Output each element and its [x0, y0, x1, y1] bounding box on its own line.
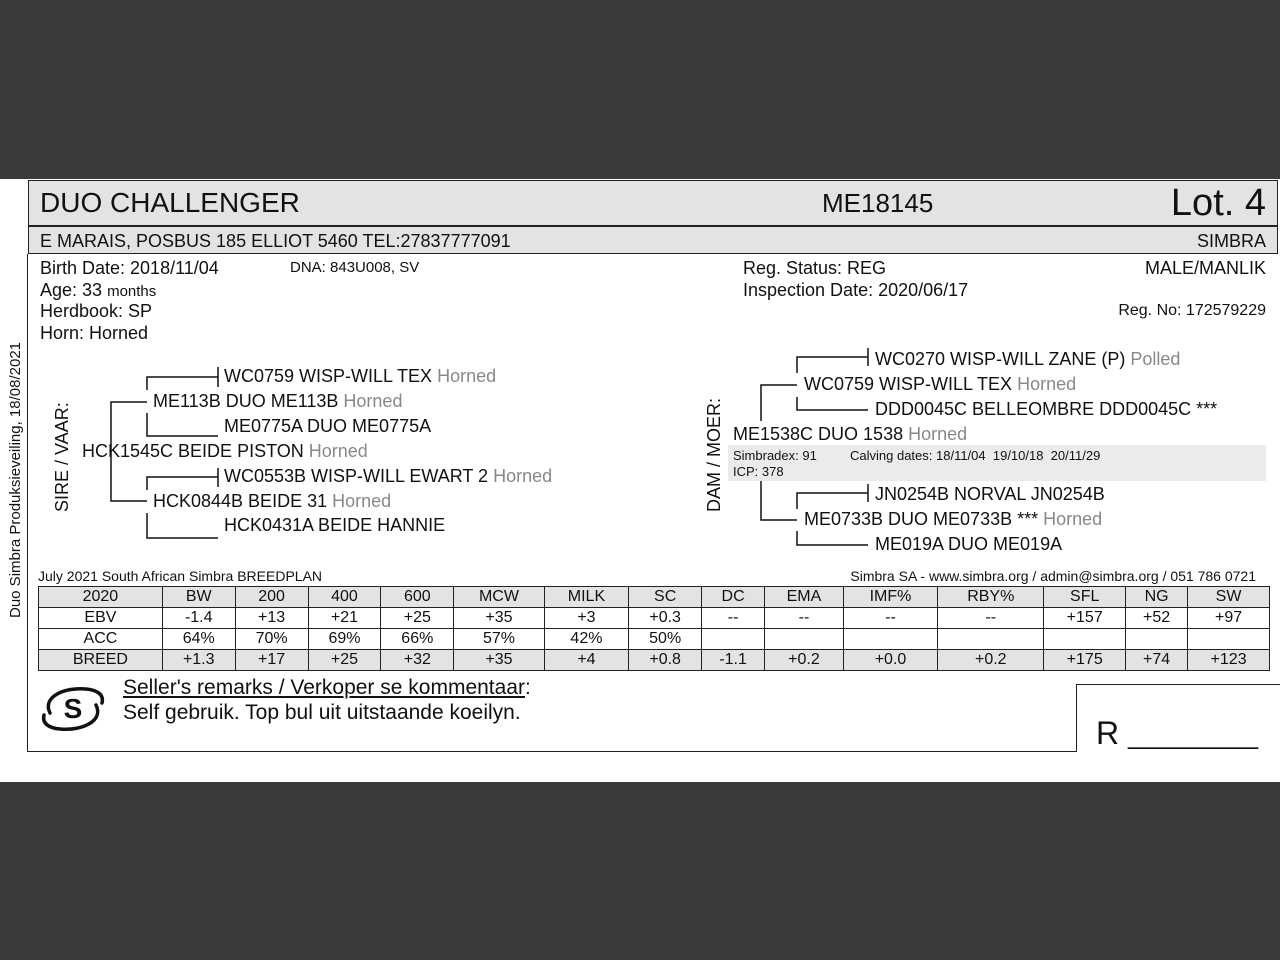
ebv-cell: +4: [544, 650, 629, 671]
ebv-header-cell: BW: [162, 587, 235, 608]
reg-number: Reg. No: 172579229: [1118, 302, 1266, 319]
horn-tag: Horned: [1017, 374, 1077, 394]
ebv-cell: +1.3: [162, 650, 235, 671]
pedigree-name: HCK0431A BEIDE HANNIE: [224, 515, 446, 535]
ebv-cell: +0.2: [938, 650, 1044, 671]
ebv-header-cell: 600: [381, 587, 454, 608]
ebv-cell: +0.3: [629, 608, 702, 629]
remarks-text: Self gebruik. Top bul uit uitstaande koeilyn.: [123, 701, 521, 724]
ebv-cell: 57%: [454, 629, 544, 650]
side-caption: Duo Simbra Produksieveiling, 18/08/2021: [7, 342, 24, 618]
ebv-header-cell: DC: [702, 587, 765, 608]
herdbook: Herdbook: SP: [40, 301, 153, 321]
breedplan-caption: July 2021 South African Simbra BREEDPLAN: [38, 568, 323, 584]
ebv-cell: +123: [1188, 650, 1270, 671]
ebv-cell: 66%: [381, 629, 454, 650]
ebv-cell: +35: [454, 608, 544, 629]
ebv-header-cell: 2020: [39, 587, 163, 608]
ebv-row-label: EBV: [39, 608, 163, 629]
ebv-header-cell: 400: [308, 587, 381, 608]
logo-letter: S: [63, 693, 83, 724]
animal-name: DUO CHALLENGER: [40, 187, 300, 218]
dam-dam-sire: [875, 484, 1105, 505]
horn-tag: Horned: [332, 491, 392, 511]
ebv-cell: +97: [1188, 608, 1270, 629]
ebv-cell: +74: [1126, 650, 1188, 671]
ebv-cell: -1.4: [162, 608, 235, 629]
remarks-title-colon: :: [524, 676, 531, 699]
ebv-cell: [765, 629, 844, 650]
ebv-cell: +52: [1126, 608, 1188, 629]
ebv-header-cell: SC: [629, 587, 702, 608]
remarks-title: [123, 676, 531, 700]
breedplan-contact: Simbra SA - www.simbra.org / admin@simbra.org / 051 786 0721: [850, 568, 1256, 584]
ebv-cell: [938, 629, 1044, 650]
reg-status: Reg. Status: REG: [743, 258, 887, 278]
dam-dam: [804, 509, 1102, 530]
animal-id: ME18145: [822, 188, 934, 218]
sire-dam: [153, 491, 391, 512]
remarks-title-text: Seller's remarks / Verkoper se kommentaar: [123, 676, 525, 699]
icp: ICP: 378: [733, 464, 784, 479]
breed-name: SIMBRA: [1196, 231, 1266, 251]
dam-sire: [804, 374, 1076, 395]
ebv-row: [39, 650, 1270, 671]
card-left-border: [27, 254, 28, 752]
ebv-cell: +0.0: [843, 650, 937, 671]
dam-sire-dam: [875, 399, 1217, 420]
sire-dam-dam: [224, 515, 445, 536]
ebv-cell: 64%: [162, 629, 235, 650]
dam: [733, 424, 967, 445]
dam-label: DAM / MOER:: [704, 397, 724, 512]
ebv-header-cell: 200: [235, 587, 308, 608]
ebv-cell: [843, 629, 937, 650]
horn-tag: Horned: [343, 391, 403, 411]
ebv-header-row: [39, 587, 1270, 608]
horn-tag: Horned: [308, 441, 368, 461]
ebv-cell: 42%: [544, 629, 629, 650]
ebv-cell: -1.1: [702, 650, 765, 671]
ebv-cell: --: [843, 608, 937, 629]
ebv-header-cell: EMA: [765, 587, 844, 608]
pedigree-name: WC0553B WISP-WILL EWART 2: [224, 466, 489, 486]
lot-number: Lot. 4: [1170, 182, 1266, 224]
ebv-cell: 70%: [235, 629, 308, 650]
calving-dates: Calving dates: 18/11/04 19/10/18 20/11/29: [850, 448, 1101, 463]
ebv-cell: [1044, 629, 1126, 650]
sex: MALE/MANLIK: [1144, 258, 1266, 278]
ebv-cell: +175: [1044, 650, 1126, 671]
horn-tag: Horned: [1043, 509, 1103, 529]
sire-dam-sire: [224, 466, 552, 487]
ebv-header-cell: SFL: [1044, 587, 1126, 608]
ebv-cell: [1126, 629, 1188, 650]
ebv-cell: 69%: [308, 629, 381, 650]
sire: [82, 441, 368, 462]
age-value: Age: 33: [40, 280, 103, 300]
ebv-cell: +13: [235, 608, 308, 629]
ebv-cell: --: [765, 608, 844, 629]
price-currency: R: [1096, 715, 1120, 751]
ebv-cell: +25: [308, 650, 381, 671]
simbradex: Simbradex: 91: [733, 448, 817, 463]
ebv-cell: +3: [544, 608, 629, 629]
sire-label: SIRE / VAAR:: [52, 402, 72, 512]
ebv-cell: [1188, 629, 1270, 650]
ebv-cell: +21: [308, 608, 381, 629]
ebv-header-cell: IMF%: [843, 587, 937, 608]
horn-tag: Horned: [493, 466, 553, 486]
age-unit: months: [107, 283, 157, 300]
ebv-cell: 50%: [629, 629, 702, 650]
horn-tag: Horned: [437, 366, 497, 386]
sire-sire-sire: [224, 366, 496, 387]
dam-dam-dam: [875, 534, 1062, 555]
inspection-date: Inspection Date: 2020/06/17: [743, 280, 969, 300]
pedigree-name: ME1538C DUO 1538: [733, 424, 904, 444]
ebv-cell: +0.2: [765, 650, 844, 671]
ebv-cell: [702, 629, 765, 650]
ebv-cell: +25: [381, 608, 454, 629]
lot-card: [0, 179, 1280, 782]
ebv-cell: --: [938, 608, 1044, 629]
dna-info: DNA: 843U008, SV: [290, 259, 420, 276]
ebv-row-label: ACC: [39, 629, 163, 650]
ebv-header-cell: MCW: [454, 587, 544, 608]
pedigree-name: JN0254B NORVAL JN0254B: [875, 484, 1105, 504]
ebv-row: [39, 608, 1270, 629]
ebv-cell: --: [702, 608, 765, 629]
pedigree-name: WC0759 WISP-WILL TEX: [224, 366, 433, 386]
ebv-table: [38, 586, 1270, 671]
ebv-row: [39, 629, 1270, 650]
pedigree-name: ME0733B DUO ME0733B ***: [804, 509, 1039, 529]
price-field[interactable]: [1096, 715, 1258, 752]
horn-tag: Horned: [908, 424, 968, 444]
ebv-cell: +17: [235, 650, 308, 671]
horn-status: Horn: Horned: [40, 323, 149, 343]
remarks-bottom-border: [27, 751, 1076, 752]
ebv-header-cell: RBY%: [938, 587, 1044, 608]
ebv-header-cell: SW: [1188, 587, 1270, 608]
ebv-header-cell: NG: [1126, 587, 1188, 608]
pedigree-name: ME113B DUO ME113B: [153, 391, 339, 411]
sire-sire-dam: [224, 416, 431, 437]
pedigree-name: WC0270 WISP-WILL ZANE (P): [875, 349, 1126, 369]
ebv-row-label: BREED: [39, 650, 163, 671]
dam-sire-sire: [875, 349, 1180, 370]
ebv-cell: +0.8: [629, 650, 702, 671]
pedigree-name: DDD0045C BELLEOMBRE DDD0045C ***: [875, 399, 1218, 419]
pedigree-name: WC0759 WISP-WILL TEX: [804, 374, 1013, 394]
sire-sire: [153, 391, 402, 412]
birth-date: Birth Date: 2018/11/04: [40, 258, 219, 278]
pedigree-name: HCK0844B BEIDE 31: [153, 491, 328, 511]
ebv-cell: +157: [1044, 608, 1126, 629]
horn-tag: Polled: [1130, 349, 1181, 369]
ebv-cell: +35: [454, 650, 544, 671]
pedigree-name: ME0775A DUO ME0775A: [224, 416, 432, 436]
price-blank: _________: [1128, 720, 1259, 750]
pedigree-name: HCK1545C BEIDE PISTON: [82, 441, 304, 461]
pedigree-name: ME019A DUO ME019A: [875, 534, 1063, 554]
ebv-header-cell: MILK: [544, 587, 629, 608]
ebv-cell: +32: [381, 650, 454, 671]
simbra-logo-icon: [40, 683, 106, 735]
owner-details: E MARAIS, POSBUS 185 ELLIOT 5460 TEL:27837777091: [40, 231, 511, 251]
